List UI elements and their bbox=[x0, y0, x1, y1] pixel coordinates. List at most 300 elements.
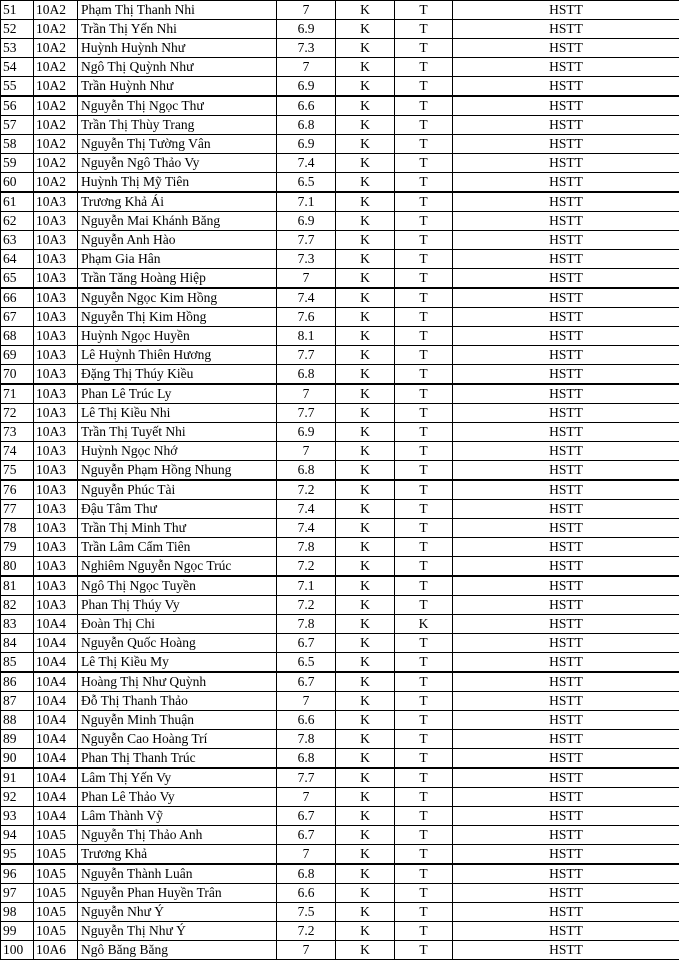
award-title-cell: HSTT bbox=[453, 423, 679, 442]
academic-rank-cell: T bbox=[395, 864, 453, 884]
average-score-cell: 7 bbox=[277, 58, 336, 77]
class-cell: 10A5 bbox=[34, 884, 78, 903]
academic-rank-cell: T bbox=[395, 826, 453, 845]
row-number-cell: 90 bbox=[1, 749, 34, 769]
award-title-cell: HSTT bbox=[453, 768, 679, 788]
table-row bbox=[1, 231, 679, 250]
award-title-cell: HSTT bbox=[453, 58, 679, 77]
conduct-cell: K bbox=[336, 730, 395, 749]
award-title-cell: HSTT bbox=[453, 269, 679, 289]
table-row bbox=[1, 768, 679, 788]
award-title-cell: HSTT bbox=[453, 596, 679, 615]
academic-rank-cell: T bbox=[395, 749, 453, 769]
student-name-cell: Đặng Thị Thúy Kiều bbox=[78, 365, 277, 385]
conduct-cell: K bbox=[336, 116, 395, 135]
conduct-cell: K bbox=[336, 269, 395, 289]
row-number-cell: 81 bbox=[1, 576, 34, 596]
table-row bbox=[1, 653, 679, 673]
academic-rank-cell: T bbox=[395, 768, 453, 788]
award-title-cell: HSTT bbox=[453, 788, 679, 807]
class-cell: 10A4 bbox=[34, 615, 78, 634]
row-number-cell: 80 bbox=[1, 557, 34, 577]
row-number-cell: 64 bbox=[1, 250, 34, 269]
award-title-cell: HSTT bbox=[453, 538, 679, 557]
class-cell: 10A4 bbox=[34, 711, 78, 730]
average-score-cell: 6.7 bbox=[277, 826, 336, 845]
academic-rank-cell: T bbox=[395, 653, 453, 673]
student-name-cell: Nguyễn Thành Luân bbox=[78, 864, 277, 884]
award-title-cell: HSTT bbox=[453, 692, 679, 711]
table-row bbox=[1, 461, 679, 481]
academic-rank-cell: T bbox=[395, 39, 453, 58]
conduct-cell: K bbox=[336, 826, 395, 845]
academic-rank-cell: T bbox=[395, 884, 453, 903]
student-name-cell: Nguyễn Thị Tường Vân bbox=[78, 135, 277, 154]
academic-rank-cell: T bbox=[395, 384, 453, 404]
row-number-cell: 53 bbox=[1, 39, 34, 58]
academic-rank-cell: T bbox=[395, 634, 453, 653]
academic-rank-cell: T bbox=[395, 903, 453, 922]
row-number-cell: 83 bbox=[1, 615, 34, 634]
award-title-cell: HSTT bbox=[453, 480, 679, 500]
conduct-cell: K bbox=[336, 212, 395, 231]
academic-rank-cell: T bbox=[395, 941, 453, 960]
conduct-cell: K bbox=[336, 634, 395, 653]
class-cell: 10A3 bbox=[34, 480, 78, 500]
award-title-cell: HSTT bbox=[453, 576, 679, 596]
student-name-cell: Trương Khả bbox=[78, 845, 277, 865]
student-name-cell: Ngô Thị Ngọc Tuyền bbox=[78, 576, 277, 596]
conduct-cell: K bbox=[336, 365, 395, 385]
award-title-cell: HSTT bbox=[453, 941, 679, 960]
conduct-cell: K bbox=[336, 576, 395, 596]
table-row bbox=[1, 404, 679, 423]
average-score-cell: 6.7 bbox=[277, 634, 336, 653]
table-row bbox=[1, 154, 679, 173]
table-row bbox=[1, 250, 679, 269]
academic-rank-cell: T bbox=[395, 711, 453, 730]
class-cell: 10A3 bbox=[34, 423, 78, 442]
academic-rank-cell: T bbox=[395, 576, 453, 596]
student-name-cell: Nghiêm Nguyễn Ngọc Trúc bbox=[78, 557, 277, 577]
conduct-cell: K bbox=[336, 39, 395, 58]
average-score-cell: 7.8 bbox=[277, 730, 336, 749]
average-score-cell: 6.5 bbox=[277, 173, 336, 193]
class-cell: 10A5 bbox=[34, 922, 78, 941]
average-score-cell: 6.7 bbox=[277, 672, 336, 692]
average-score-cell: 7 bbox=[277, 788, 336, 807]
conduct-cell: K bbox=[336, 864, 395, 884]
table-row bbox=[1, 692, 679, 711]
class-cell: 10A2 bbox=[34, 39, 78, 58]
class-cell: 10A2 bbox=[34, 173, 78, 193]
academic-rank-cell: T bbox=[395, 807, 453, 826]
student-name-cell: Đậu Tâm Thư bbox=[78, 500, 277, 519]
student-name-cell: Lê Huỳnh Thiên Hương bbox=[78, 346, 277, 365]
average-score-cell: 7.4 bbox=[277, 519, 336, 538]
student-name-cell: Nguyễn Thị Như Ý bbox=[78, 922, 277, 941]
average-score-cell: 6.9 bbox=[277, 212, 336, 231]
conduct-cell: K bbox=[336, 135, 395, 154]
conduct-cell: K bbox=[336, 288, 395, 308]
class-cell: 10A3 bbox=[34, 212, 78, 231]
row-number-cell: 76 bbox=[1, 480, 34, 500]
class-cell: 10A3 bbox=[34, 519, 78, 538]
row-number-cell: 74 bbox=[1, 442, 34, 461]
award-title-cell: HSTT bbox=[453, 192, 679, 212]
class-cell: 10A3 bbox=[34, 384, 78, 404]
table-row bbox=[1, 941, 679, 960]
student-name-cell: Nguyễn Thị Ngọc Thư bbox=[78, 96, 277, 116]
student-name-cell: Đoàn Thị Chi bbox=[78, 615, 277, 634]
table-row bbox=[1, 58, 679, 77]
conduct-cell: K bbox=[336, 173, 395, 193]
conduct-cell: K bbox=[336, 192, 395, 212]
average-score-cell: 7.2 bbox=[277, 480, 336, 500]
conduct-cell: K bbox=[336, 346, 395, 365]
conduct-cell: K bbox=[336, 519, 395, 538]
class-cell: 10A5 bbox=[34, 864, 78, 884]
award-title-cell: HSTT bbox=[453, 173, 679, 193]
award-title-cell: HSTT bbox=[453, 749, 679, 769]
table-row bbox=[1, 96, 679, 116]
award-title-cell: HSTT bbox=[453, 903, 679, 922]
class-cell: 10A3 bbox=[34, 500, 78, 519]
table-row bbox=[1, 116, 679, 135]
class-cell: 10A4 bbox=[34, 634, 78, 653]
row-number-cell: 54 bbox=[1, 58, 34, 77]
row-number-cell: 93 bbox=[1, 807, 34, 826]
table-row bbox=[1, 711, 679, 730]
class-cell: 10A2 bbox=[34, 58, 78, 77]
conduct-cell: K bbox=[336, 672, 395, 692]
average-score-cell: 7.4 bbox=[277, 500, 336, 519]
row-number-cell: 75 bbox=[1, 461, 34, 481]
average-score-cell: 7.3 bbox=[277, 250, 336, 269]
average-score-cell: 7.8 bbox=[277, 615, 336, 634]
award-title-cell: HSTT bbox=[453, 672, 679, 692]
average-score-cell: 6.6 bbox=[277, 711, 336, 730]
row-number-cell: 94 bbox=[1, 826, 34, 845]
table-row bbox=[1, 807, 679, 826]
table-row bbox=[1, 557, 679, 577]
average-score-cell: 7 bbox=[277, 692, 336, 711]
average-score-cell: 7.7 bbox=[277, 346, 336, 365]
conduct-cell: K bbox=[336, 941, 395, 960]
academic-rank-cell: T bbox=[395, 116, 453, 135]
class-cell: 10A3 bbox=[34, 365, 78, 385]
row-number-cell: 78 bbox=[1, 519, 34, 538]
academic-rank-cell: T bbox=[395, 212, 453, 231]
academic-rank-cell: T bbox=[395, 922, 453, 941]
student-name-cell: Lê Thị Kiều My bbox=[78, 653, 277, 673]
student-name-cell: Nguyễn Cao Hoàng Trí bbox=[78, 730, 277, 749]
academic-rank-cell: T bbox=[395, 404, 453, 423]
class-cell: 10A4 bbox=[34, 788, 78, 807]
academic-rank-cell: T bbox=[395, 672, 453, 692]
award-title-cell: HSTT bbox=[453, 250, 679, 269]
row-number-cell: 71 bbox=[1, 384, 34, 404]
academic-rank-cell: T bbox=[395, 557, 453, 577]
conduct-cell: K bbox=[336, 480, 395, 500]
table-row bbox=[1, 884, 679, 903]
row-number-cell: 82 bbox=[1, 596, 34, 615]
average-score-cell: 7.5 bbox=[277, 903, 336, 922]
table-row bbox=[1, 365, 679, 385]
student-name-cell: Nguyễn Ngọc Kim Hồng bbox=[78, 288, 277, 308]
row-number-cell: 88 bbox=[1, 711, 34, 730]
average-score-cell: 7.7 bbox=[277, 231, 336, 250]
award-title-cell: HSTT bbox=[453, 711, 679, 730]
table-row bbox=[1, 269, 679, 289]
award-title-cell: HSTT bbox=[453, 826, 679, 845]
student-name-cell: Phạm Gia Hân bbox=[78, 250, 277, 269]
award-title-cell: HSTT bbox=[453, 922, 679, 941]
row-number-cell: 66 bbox=[1, 288, 34, 308]
award-title-cell: HSTT bbox=[453, 77, 679, 97]
average-score-cell: 7.4 bbox=[277, 154, 336, 173]
table-row bbox=[1, 538, 679, 557]
table-row bbox=[1, 864, 679, 884]
academic-rank-cell: T bbox=[395, 519, 453, 538]
student-name-cell: Trần Thị Yến Nhi bbox=[78, 20, 277, 39]
student-name-cell: Huỳnh Ngọc Huyền bbox=[78, 327, 277, 346]
student-name-cell: Nguyễn Như Ý bbox=[78, 903, 277, 922]
average-score-cell: 6.9 bbox=[277, 77, 336, 97]
award-title-cell: HSTT bbox=[453, 154, 679, 173]
conduct-cell: K bbox=[336, 404, 395, 423]
table-row bbox=[1, 903, 679, 922]
class-cell: 10A4 bbox=[34, 672, 78, 692]
table-row bbox=[1, 845, 679, 865]
academic-rank-cell: T bbox=[395, 538, 453, 557]
table-row bbox=[1, 135, 679, 154]
average-score-cell: 7.6 bbox=[277, 308, 336, 327]
student-name-cell: Phan Lê Trúc Ly bbox=[78, 384, 277, 404]
student-name-cell: Trần Thị Tuyết Nhi bbox=[78, 423, 277, 442]
academic-rank-cell: T bbox=[395, 423, 453, 442]
academic-rank-cell: T bbox=[395, 250, 453, 269]
row-number-cell: 55 bbox=[1, 77, 34, 97]
class-cell: 10A3 bbox=[34, 308, 78, 327]
row-number-cell: 79 bbox=[1, 538, 34, 557]
table-row bbox=[1, 346, 679, 365]
academic-rank-cell: T bbox=[395, 269, 453, 289]
table-row bbox=[1, 788, 679, 807]
award-title-cell: HSTT bbox=[453, 807, 679, 826]
student-name-cell: Lâm Thị Yến Vy bbox=[78, 768, 277, 788]
award-title-cell: HSTT bbox=[453, 327, 679, 346]
student-name-cell: Phan Thị Thanh Trúc bbox=[78, 749, 277, 769]
student-name-cell: Hoàng Thị Như Quỳnh bbox=[78, 672, 277, 692]
class-cell: 10A3 bbox=[34, 538, 78, 557]
average-score-cell: 6.8 bbox=[277, 365, 336, 385]
conduct-cell: K bbox=[336, 96, 395, 116]
award-title-cell: HSTT bbox=[453, 1, 679, 20]
row-number-cell: 69 bbox=[1, 346, 34, 365]
table-row bbox=[1, 173, 679, 193]
row-number-cell: 97 bbox=[1, 884, 34, 903]
average-score-cell: 7 bbox=[277, 442, 336, 461]
student-name-cell: Phạm Thị Thanh Nhi bbox=[78, 1, 277, 20]
conduct-cell: K bbox=[336, 557, 395, 577]
class-cell: 10A2 bbox=[34, 154, 78, 173]
table-body bbox=[1, 1, 679, 960]
row-number-cell: 62 bbox=[1, 212, 34, 231]
conduct-cell: K bbox=[336, 903, 395, 922]
row-number-cell: 56 bbox=[1, 96, 34, 116]
academic-rank-cell: T bbox=[395, 461, 453, 481]
award-title-cell: HSTT bbox=[453, 135, 679, 154]
row-number-cell: 68 bbox=[1, 327, 34, 346]
conduct-cell: K bbox=[336, 250, 395, 269]
class-cell: 10A4 bbox=[34, 768, 78, 788]
academic-rank-cell: T bbox=[395, 480, 453, 500]
table-row bbox=[1, 480, 679, 500]
award-title-cell: HSTT bbox=[453, 404, 679, 423]
row-number-cell: 91 bbox=[1, 768, 34, 788]
average-score-cell: 7 bbox=[277, 269, 336, 289]
table-row bbox=[1, 634, 679, 653]
academic-rank-cell: T bbox=[395, 596, 453, 615]
academic-rank-cell: T bbox=[395, 327, 453, 346]
table-row bbox=[1, 423, 679, 442]
average-score-cell: 7.7 bbox=[277, 404, 336, 423]
average-score-cell: 7.4 bbox=[277, 288, 336, 308]
average-score-cell: 6.7 bbox=[277, 807, 336, 826]
student-name-cell: Phan Thị Thúy Vy bbox=[78, 596, 277, 615]
class-cell: 10A3 bbox=[34, 346, 78, 365]
student-name-cell: Huỳnh Ngọc Nhớ bbox=[78, 442, 277, 461]
class-cell: 10A3 bbox=[34, 250, 78, 269]
academic-rank-cell: T bbox=[395, 346, 453, 365]
class-cell: 10A3 bbox=[34, 327, 78, 346]
table-row bbox=[1, 212, 679, 231]
conduct-cell: K bbox=[336, 154, 395, 173]
row-number-cell: 77 bbox=[1, 500, 34, 519]
table-row bbox=[1, 192, 679, 212]
conduct-cell: K bbox=[336, 384, 395, 404]
academic-rank-cell: T bbox=[395, 308, 453, 327]
award-title-cell: HSTT bbox=[453, 365, 679, 385]
table-row bbox=[1, 519, 679, 538]
class-cell: 10A2 bbox=[34, 96, 78, 116]
award-title-cell: HSTT bbox=[453, 653, 679, 673]
conduct-cell: K bbox=[336, 711, 395, 730]
award-title-cell: HSTT bbox=[453, 384, 679, 404]
row-number-cell: 67 bbox=[1, 308, 34, 327]
row-number-cell: 57 bbox=[1, 116, 34, 135]
average-score-cell: 7.7 bbox=[277, 768, 336, 788]
class-cell: 10A5 bbox=[34, 903, 78, 922]
row-number-cell: 96 bbox=[1, 864, 34, 884]
row-number-cell: 60 bbox=[1, 173, 34, 193]
average-score-cell: 7.2 bbox=[277, 557, 336, 577]
student-name-cell: Nguyễn Thị Thảo Anh bbox=[78, 826, 277, 845]
student-name-cell: Lâm Thành Vỹ bbox=[78, 807, 277, 826]
row-number-cell: 58 bbox=[1, 135, 34, 154]
conduct-cell: K bbox=[336, 692, 395, 711]
row-number-cell: 89 bbox=[1, 730, 34, 749]
academic-rank-cell: T bbox=[395, 231, 453, 250]
student-name-cell: Ngô Băng Băng bbox=[78, 941, 277, 960]
award-title-cell: HSTT bbox=[453, 884, 679, 903]
table-row bbox=[1, 826, 679, 845]
average-score-cell: 7 bbox=[277, 941, 336, 960]
award-title-cell: HSTT bbox=[453, 730, 679, 749]
conduct-cell: K bbox=[336, 500, 395, 519]
award-title-cell: HSTT bbox=[453, 20, 679, 39]
conduct-cell: K bbox=[336, 58, 395, 77]
conduct-cell: K bbox=[336, 884, 395, 903]
academic-rank-cell: T bbox=[395, 154, 453, 173]
student-name-cell: Nguyễn Ngô Thảo Vy bbox=[78, 154, 277, 173]
average-score-cell: 7 bbox=[277, 384, 336, 404]
award-title-cell: HSTT bbox=[453, 116, 679, 135]
row-number-cell: 95 bbox=[1, 845, 34, 865]
row-number-cell: 51 bbox=[1, 1, 34, 20]
row-number-cell: 52 bbox=[1, 20, 34, 39]
class-cell: 10A4 bbox=[34, 749, 78, 769]
average-score-cell: 6.6 bbox=[277, 96, 336, 116]
academic-rank-cell: T bbox=[395, 788, 453, 807]
average-score-cell: 7.2 bbox=[277, 922, 336, 941]
student-name-cell: Ngô Thị Quỳnh Như bbox=[78, 58, 277, 77]
academic-rank-cell: T bbox=[395, 20, 453, 39]
row-number-cell: 92 bbox=[1, 788, 34, 807]
class-cell: 10A3 bbox=[34, 192, 78, 212]
award-title-cell: HSTT bbox=[453, 96, 679, 116]
class-cell: 10A2 bbox=[34, 135, 78, 154]
row-number-cell: 59 bbox=[1, 154, 34, 173]
conduct-cell: K bbox=[336, 442, 395, 461]
table-row bbox=[1, 749, 679, 769]
academic-rank-cell: T bbox=[395, 192, 453, 212]
academic-rank-cell: T bbox=[395, 500, 453, 519]
award-title-cell: HSTT bbox=[453, 519, 679, 538]
average-score-cell: 6.8 bbox=[277, 461, 336, 481]
academic-rank-cell: T bbox=[395, 845, 453, 865]
row-number-cell: 86 bbox=[1, 672, 34, 692]
conduct-cell: K bbox=[336, 77, 395, 97]
class-cell: 10A3 bbox=[34, 461, 78, 481]
average-score-cell: 6.6 bbox=[277, 884, 336, 903]
student-name-cell: Huỳnh Thị Mỹ Tiên bbox=[78, 173, 277, 193]
average-score-cell: 7.8 bbox=[277, 538, 336, 557]
table-row bbox=[1, 384, 679, 404]
class-cell: 10A3 bbox=[34, 404, 78, 423]
student-name-cell: Trần Tăng Hoàng Hiệp bbox=[78, 269, 277, 289]
award-title-cell: HSTT bbox=[453, 500, 679, 519]
average-score-cell: 7.1 bbox=[277, 576, 336, 596]
class-cell: 10A3 bbox=[34, 557, 78, 577]
average-score-cell: 7.2 bbox=[277, 596, 336, 615]
student-name-cell: Lê Thị Kiều Nhi bbox=[78, 404, 277, 423]
class-cell: 10A3 bbox=[34, 576, 78, 596]
class-cell: 10A2 bbox=[34, 116, 78, 135]
row-number-cell: 61 bbox=[1, 192, 34, 212]
student-name-cell: Phan Lê Thảo Vy bbox=[78, 788, 277, 807]
row-number-cell: 98 bbox=[1, 903, 34, 922]
average-score-cell: 8.1 bbox=[277, 327, 336, 346]
row-number-cell: 70 bbox=[1, 365, 34, 385]
table-row bbox=[1, 615, 679, 634]
award-title-cell: HSTT bbox=[453, 634, 679, 653]
table-row bbox=[1, 922, 679, 941]
conduct-cell: K bbox=[336, 308, 395, 327]
student-name-cell: Trần Thị Thùy Trang bbox=[78, 116, 277, 135]
average-score-cell: 6.8 bbox=[277, 864, 336, 884]
